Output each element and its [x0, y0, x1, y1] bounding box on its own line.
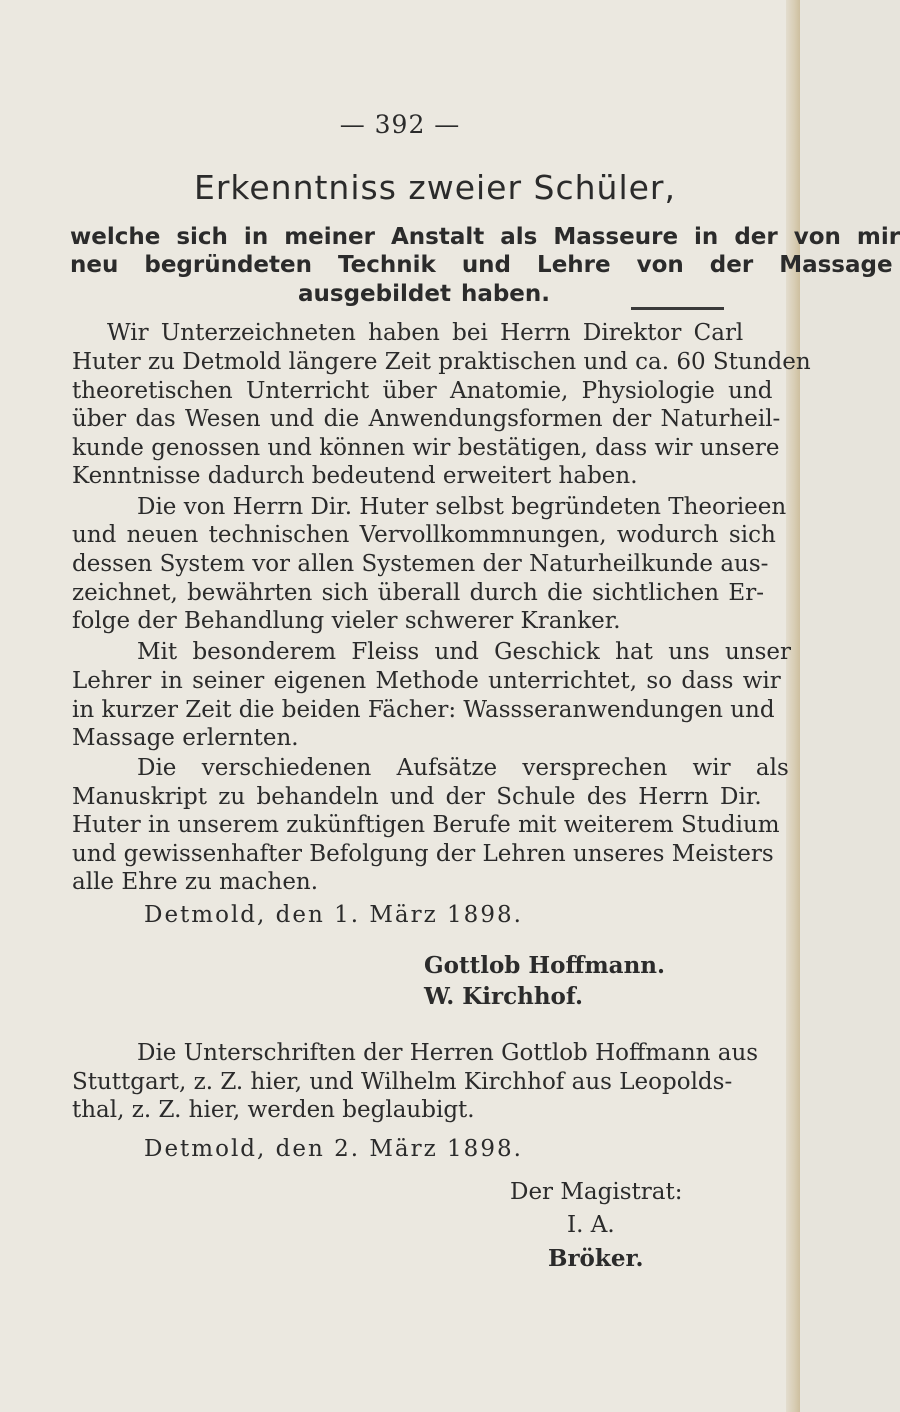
text-line: und gewissenhafter Befolgung der Lehren unseres Meisters — [72, 841, 774, 867]
text-line: Mit besonderem Fleiss und Geschick hat uns unser — [137, 639, 791, 665]
text-line: über das Wesen und die Anwendungsformen der Naturheil- — [72, 406, 781, 432]
text-line: thal, z. Z. hier, werden beglaubigt. — [72, 1097, 475, 1123]
text-line: Wir Unterzeichneten haben bei Herrn Direktor Carl — [107, 320, 744, 346]
subtitle-line: neu begründeten Technik und Lehre von der Massage — [70, 252, 893, 278]
text-line: dessen System vor allen Systemen der Naturheilkunde aus- — [72, 551, 769, 577]
subtitle-line: welche sich in meiner Anstalt als Masseure in der von mir — [70, 224, 900, 250]
text-line: Massage erlernten. — [72, 725, 299, 751]
text-line: theoretischen Unterricht über Anatomie, Physiologie und — [72, 378, 773, 404]
separator-rule — [631, 307, 724, 310]
text-line: Lehrer in seiner eigenen Methode unterrichtet, so dass wir — [72, 668, 781, 694]
page-number: — 392 — — [339, 110, 461, 139]
text-line: Manuskript zu behandeln und der Schule des Herrn Dir. — [72, 784, 762, 810]
place-and-date: Detmold, den 1. März 1898. — [144, 902, 523, 928]
text-line: folge der Behandlung vieler schwerer Kranker. — [72, 608, 621, 634]
text-line: Huter in unserem zukünftigen Berufe mit weiterem Studium — [72, 812, 780, 838]
text-line: zeichnet, bewährten sich überall durch die sichtlichen Er- — [72, 580, 764, 606]
place-and-date: Detmold, den 2. März 1898. — [144, 1136, 523, 1162]
text-line: Kenntnisse dadurch bedeutend erweitert haben. — [72, 463, 638, 489]
text-line: in kurzer Zeit die beiden Fächer: Wassseranwendungen und — [72, 697, 775, 723]
authority-signatory: Bröker. — [548, 1245, 644, 1272]
text-line: Die Unterschriften der Herren Gottlob Hoffmann aus — [137, 1040, 759, 1066]
text-line: Huter zu Detmold längere Zeit praktischen und ca. 60 Stunden — [72, 349, 811, 375]
text-line: und neuen technischen Vervollkommnungen, wodurch sich — [72, 522, 776, 548]
signature-kirchhof: W. Kirchhof. — [424, 983, 583, 1010]
text-line: Die von Herrn Dir. Huter selbst begründeten Theorieen — [137, 494, 787, 520]
page-edge — [786, 0, 800, 1412]
authority-name: Der Magistrat: — [510, 1179, 683, 1205]
authority-per: I. A. — [567, 1212, 615, 1238]
text-line: kunde genossen und können wir bestätigen, dass wir unsere — [72, 435, 780, 461]
text-line: Die verschiedenen Aufsätze versprechen wir als — [137, 755, 789, 781]
subtitle-line: ausgebildet haben. — [298, 281, 551, 307]
text-line: alle Ehre zu machen. — [72, 869, 319, 895]
signature-hoffmann: Gottlob Hoffmann. — [424, 952, 666, 979]
text-line: Stuttgart, z. Z. hier, und Wilhelm Kirchhof aus Leopolds- — [72, 1069, 733, 1095]
page-title: Erkenntniss zweier Schüler, — [194, 168, 676, 207]
